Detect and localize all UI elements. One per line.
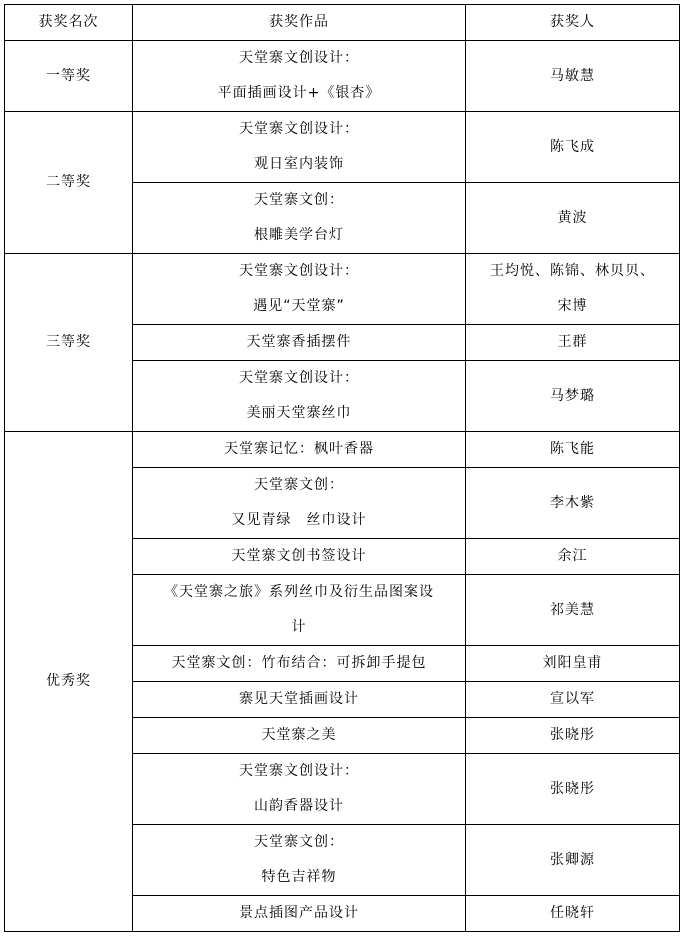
winner-line: 张晓彤 [550, 780, 595, 797]
winner-line: 宣以军 [550, 691, 595, 707]
work-line: 平面插画设计+《银杏》 [217, 85, 381, 101]
winner-line: 刘阳皇甫 [542, 655, 603, 671]
work-cell [133, 254, 466, 325]
work-line: 景点插图产品设计 [239, 905, 359, 921]
work-line: 天堂寨文创： [254, 834, 344, 850]
work-line: 根雕美学台灯 [254, 227, 344, 243]
work-line: 天堂寨文创： [254, 192, 344, 208]
winner-line: 陈飞成 [550, 138, 595, 155]
winner-line: 宋博 [557, 298, 588, 314]
winner-line: 黄波 [557, 209, 588, 226]
work-line: 天堂寨文创设计： [239, 370, 359, 386]
winner-line: 祁美慧 [550, 601, 595, 618]
winner-cell [466, 575, 680, 646]
work-cell [133, 718, 466, 754]
winner-cell [466, 718, 680, 754]
work-line: 天堂寨记忆：枫叶香器 [224, 441, 374, 457]
winner-cell [466, 112, 680, 183]
work-line: 天堂寨文创设计： [239, 263, 359, 279]
work-line: 天堂寨文创： [254, 477, 344, 493]
winner-cell [466, 361, 680, 432]
work-cell [133, 539, 466, 575]
table-row [5, 41, 680, 112]
winner-line: 任晓轩 [550, 905, 595, 921]
work-cell [133, 896, 466, 932]
work-cell [133, 432, 466, 468]
work-cell [133, 183, 466, 254]
winner-cell [466, 646, 680, 682]
winner-line: 余江 [557, 548, 588, 564]
header-winner: 获奖人 [466, 5, 680, 41]
winner-line: 马敏慧 [550, 67, 595, 84]
winner-line: 陈飞能 [550, 441, 595, 457]
work-line: 山韵香器设计 [254, 798, 344, 814]
work-line: 遇见“天堂寨” [253, 298, 345, 314]
winner-line: 王均悦、陈锦、林贝贝、 [490, 263, 655, 279]
winner-line: 马梦璐 [550, 387, 595, 404]
awards-body [5, 41, 680, 932]
winner-cell [466, 825, 680, 896]
winner-cell [466, 682, 680, 718]
awards-table [4, 4, 680, 932]
work-cell [133, 361, 466, 432]
work-line: 天堂寨文创设计： [239, 763, 359, 779]
table-row [5, 432, 680, 468]
header-row [5, 5, 680, 41]
header-work: 获奖作品 [133, 5, 466, 41]
winner-cell [466, 539, 680, 575]
work-line: 寨见天堂插画设计 [239, 691, 359, 707]
winner-line: 李木紫 [550, 494, 595, 511]
work-cell [133, 646, 466, 682]
work-line: 天堂寨文创书签设计 [231, 548, 367, 564]
work-cell [133, 825, 466, 896]
winner-cell [466, 183, 680, 254]
work-line: 计 [291, 619, 307, 635]
winner-cell [466, 432, 680, 468]
rank-cell: 二等奖 [5, 112, 133, 254]
work-line: 又见青绿 丝巾设计 [231, 512, 367, 528]
work-line: 观日室内装饰 [254, 156, 344, 172]
winner-cell [466, 254, 680, 325]
winner-cell [466, 468, 680, 539]
rank-cell: 一等奖 [5, 41, 133, 112]
winner-line: 王群 [557, 334, 588, 350]
work-line: 特色吉祥物 [261, 869, 337, 885]
work-line: 天堂寨之美 [261, 727, 337, 743]
table-row [5, 112, 680, 183]
rank-cell: 优秀奖 [5, 432, 133, 932]
work-cell [133, 41, 466, 112]
work-cell [133, 682, 466, 718]
work-cell [133, 325, 466, 361]
winner-cell [466, 325, 680, 361]
work-line: 天堂寨文创设计： [239, 121, 359, 137]
table-row [5, 254, 680, 325]
rank-cell: 三等奖 [5, 254, 133, 432]
work-line: 美丽天堂寨丝巾 [246, 405, 352, 421]
work-line: 《天堂寨之旅》系列丝巾及衍生品图案设 [164, 584, 434, 600]
work-cell [133, 112, 466, 183]
work-line: 天堂寨香插摆件 [246, 334, 352, 350]
work-cell [133, 468, 466, 539]
work-cell [133, 575, 466, 646]
work-line: 天堂寨文创设计： [239, 50, 359, 66]
winner-cell [466, 896, 680, 932]
winner-cell [466, 41, 680, 112]
work-cell [133, 754, 466, 825]
winner-line: 张卿源 [550, 851, 595, 868]
winner-cell [466, 754, 680, 825]
winner-line: 张晓彤 [550, 727, 595, 743]
header-rank: 获奖名次 [5, 5, 133, 41]
work-line: 天堂寨文创：竹布结合：可拆卸手提包 [171, 655, 427, 671]
